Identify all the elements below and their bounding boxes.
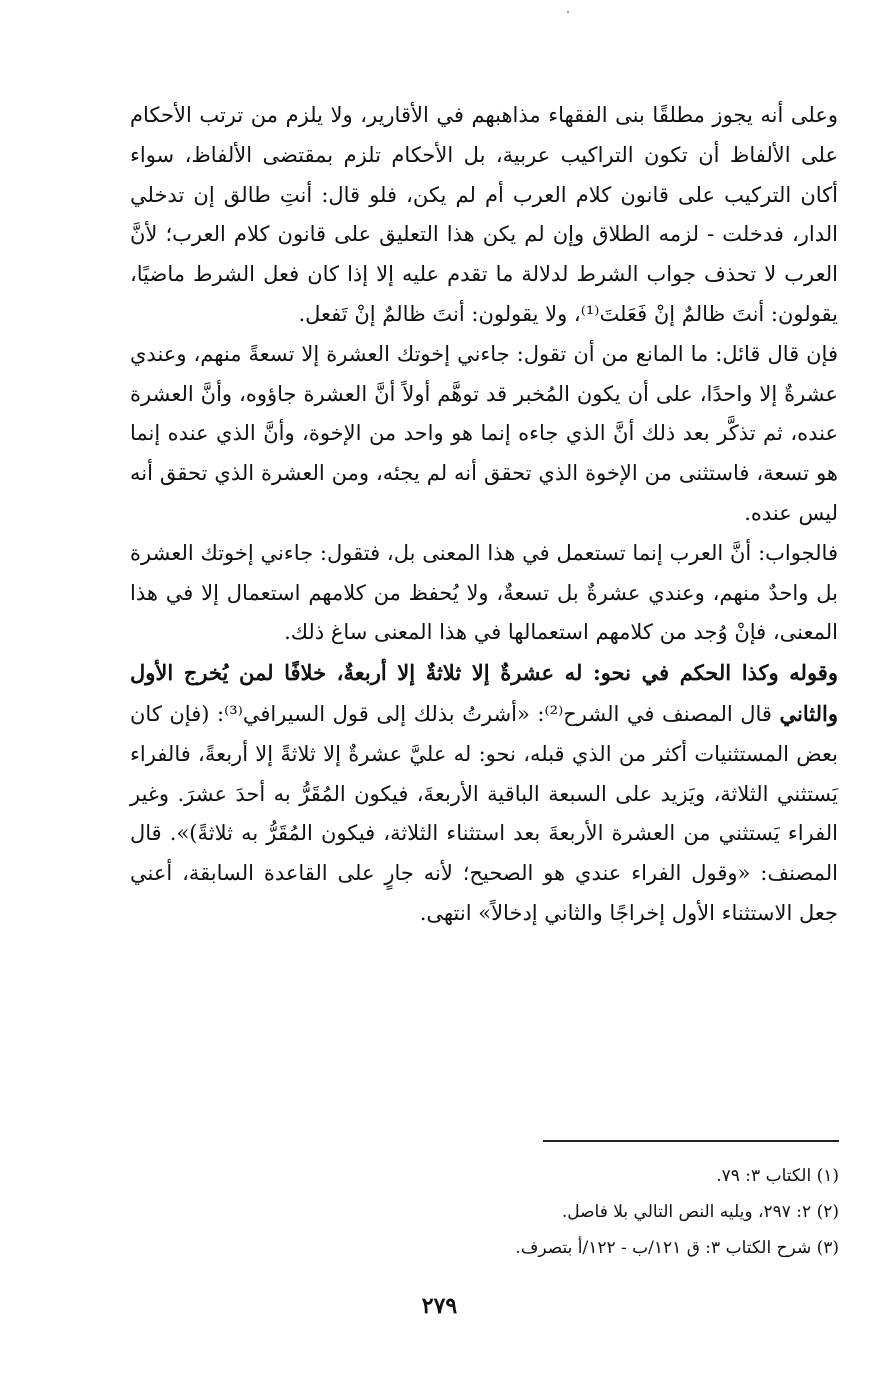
footnote-1: (١) الكتاب ٣: ٧٩. xyxy=(716,1166,839,1186)
paragraph-1: وعلى أنه يجوز مطلقًا بنى الفقهاء مذاهبهم في الأقارير، ولا يلزم من ترتب الأحكام على الألفاظ أن تكون التراكيب عربية، بل الأحكام تلزم بمقتضى الألفاظ، سواء أكان التركيب على قانون كلام العرب أم لم يكن، فلو قال: أنتِ طالق إن تدخلي الدار، فدخلت - لزمه الطلاق وإن لم يكن هذا التعليق على قانون كلام العرب؛ لأنَّ العرب لا تحذف جواب الشرط لدلالة ما تقدم عليه إلا إذا كان فعل الشرط ماضيًا، يقولون: أنتَ ظالمٌ إنْ فَعَلتَ⁽¹⁾، ولا يقولون: أنتَ ظالمٌ إنْ تَفعل. xyxy=(130,103,838,326)
footnote-2: (٢) ٢: ٢٩٧، ويليه النص التالي بلا فاصل. xyxy=(561,1202,839,1222)
page-number: ٢٧٩ xyxy=(421,1293,458,1319)
footnotes xyxy=(300,1158,839,1266)
scan-speck xyxy=(567,11,569,13)
paragraph-4 xyxy=(130,653,838,934)
paragraph-3: فالجواب: أنَّ العرب إنما تستعمل في هذا المعنى بل، فتقول: جاءني إخوتك العشرة بل واحدٌ منهم، وعندي عشرةٌ بل تسعةٌ، ولا يُحفظ من كلامهم استعمال إلا في هذا المعنى، فإنْ وُجد من كلامهم استعمالها في هذا المعنى ساغ ذلك. xyxy=(130,540,838,645)
paragraph-4-bold-lead: وقوله وكذا الحكم في نحو: له عشرةٌ إلا ثلاثةٌ إلا أربعةٌ، خلافًا لمن يُخرج الأول والثاني xyxy=(130,660,839,726)
paragraph-2: فإن قال قائل: ما المانع من أن تقول: جاءني إخوتك العشرة إلا تسعةً منهم، وعندي عشرةٌ إلا واحدًا، على أن يكون المُخبر قد توهَّم أولاً أنَّ العشرة جاؤوه، وأنَّ العشرة عنده، ثم تذكَّر بعد ذلك أنَّ الذي جاءه إنما هو واحد من الإخوة، وأنَّ الذي عنده إنما هو تسعة، فاستثنى من الإخوة الذي تحقق أنه لم يجئه، ومن العشرة الذي تحقق أنه ليس عنده. xyxy=(130,341,838,525)
paragraph-4-rest: قال المصنف في الشرح⁽²⁾: «أشرتُ بذلك إلى قول السيرافي⁽³⁾: (فإن كان بعض المستثنيات أكثر من الذي قبله، نحو: له عليَّ عشرةٌ إلا ثلاثةً إلا أربعةً، فالفراء يَستثني الثلاثة، ويَزيد على السبعة الباقية الأربعةَ، فيكون المُقَرُّ به أحدَ عشرَ. وغير الفراء يَستثني من العشرة الأربعةَ بعد استثناء الثلاثة، فيكون المُقَرُّ به ثلاثةً)». قال المصنف: «وقول الفراء عندي هو الصحيح؛ لأنه جارٍ على القاعدة السابقة، أعني جعل الاستثناء الأول إخراجًا والثاني إدخالاً» انتهى. xyxy=(130,701,838,925)
footnote-separator xyxy=(543,1140,839,1142)
footnote-3: (٣) شرح الكتاب ٣: ق ١٢١/ب - ١٢٢/أ بتصرف. xyxy=(515,1238,839,1258)
main-text xyxy=(130,96,838,934)
